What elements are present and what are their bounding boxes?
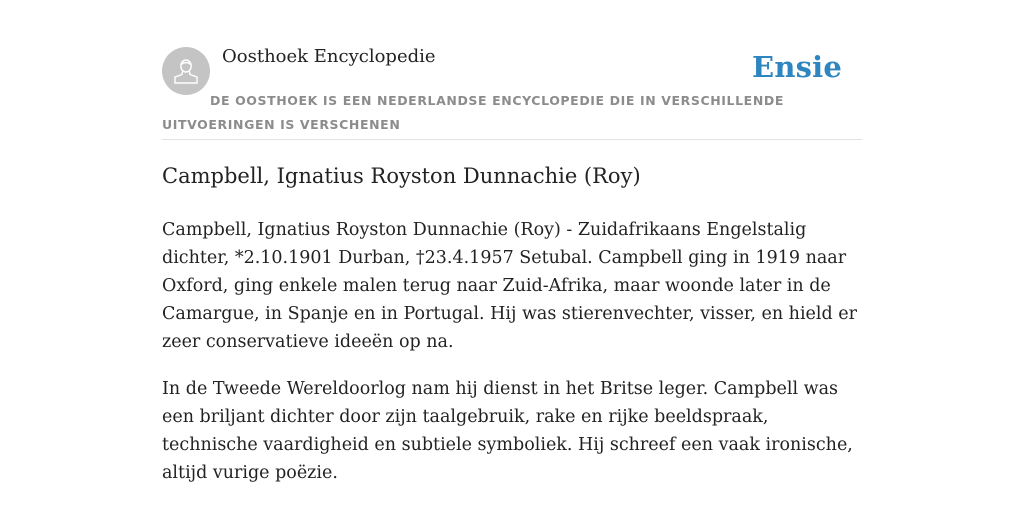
source-name[interactable]: Oosthoek Encyclopedie (222, 46, 436, 67)
article-body (162, 216, 862, 506)
article-title: Campbell, Ignatius Royston Dunnachie (Roy) (162, 164, 641, 188)
article-paragraph: Campbell, Ignatius Royston Dunnachie (Roy) - Zuidafrikaans Engelstalig dichter, *2.10.1901 Durban, †23.4.1957 Setubal. Campbell ging in 1919 naar Oxford, ging enkele malen terug naar Zuid-Afrika, maar woonde later in de Camargue, in Spanje en in Portugal. Hij was stierenvechter, visser, en hield er zeer conservatieve ideeën op na. (162, 220, 857, 352)
page-container (162, 0, 862, 483)
source-header (162, 0, 862, 140)
brand-logo[interactable]: Ensie (752, 50, 842, 84)
source-avatar[interactable] (162, 47, 210, 95)
source-tagline: DE OOSTHOEK IS EEN NEDERLANDSE ENCYCLOPEDIE DIE IN VERSCHILLENDE UITVOERINGEN IS VERSCHENEN (162, 93, 784, 132)
user-silhouette-icon (173, 57, 199, 85)
article-paragraph: In de Tweede Wereldoorlog nam hij dienst in het Britse leger. Campbell was een briljant dichter door zijn taalgebruik, rake en rijke beeldspraak, technische vaardigheid en subtiele symboliek. Hij schreef een vaak ironische, altijd vurige poëzie. (162, 379, 853, 483)
